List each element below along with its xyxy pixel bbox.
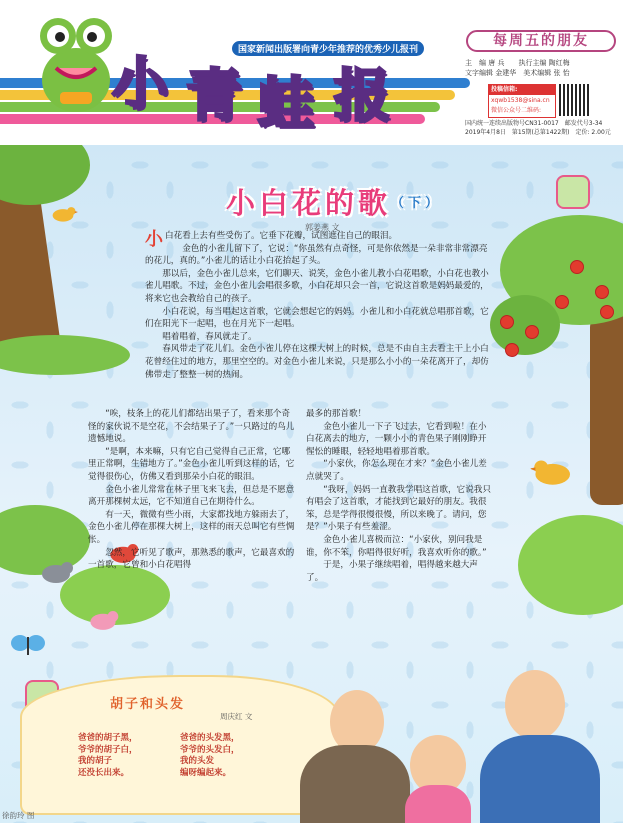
apple-icon <box>505 343 519 357</box>
pub-date: 2019年4月8日 <box>465 129 506 136</box>
contact-email: xqwb1538@sina.cn <box>491 97 550 104</box>
article-title-text: 小白花的歌 <box>226 186 392 220</box>
apple-icon <box>600 305 614 319</box>
paragraph: 金色小雀儿一下子飞过去，它看到啦！在小白花离去的地方，一颗小小的青色果子刚刚睁开惺忪的睡眼，轻轻地唱着那首歌。 <box>306 421 487 457</box>
paragraph: 于是，小果子继续唱着，唱得越来越大声了。 <box>306 560 478 583</box>
masthead-slogan: 国家新闻出版署向青少年推荐的优秀少儿报刊 <box>232 41 424 56</box>
paragraph: 金色小雀儿常常在林子里飞来飞去，但总是不愿意离开那棵树太远，它不知道自己在期待什么。 <box>88 484 295 508</box>
gray-bird-icon <box>36 557 76 587</box>
girl-body <box>405 785 471 823</box>
poem-title: 胡子和头发 <box>110 697 186 712</box>
paragraph: “唉，枝条上的花儿们都结出果子了，看来那个奇怪的家伙说不是空花，不会结果子了。”一只路过的鸟儿遗憾地说。 <box>88 409 295 445</box>
article-column-2 <box>88 408 296 572</box>
masthead-title-char: 报 <box>334 64 390 129</box>
paragraph: 金色小雀儿喜极而泣：“小家伙，别问我是谁，你不笨，你唱得很好听，我喜欢听你的歌。” <box>306 534 487 558</box>
frog-mascot-icon <box>30 10 122 120</box>
illustrator-credit: 徐韵玲 图 <box>2 811 35 820</box>
paragraph: 小白花说，每当唱起这首歌，它就会想起它的妈妈。小雀儿和小白花就总唱那首歌，它们在阳光下一起唱，也在月光下一起唱。 <box>145 306 489 330</box>
pink-bird-icon <box>85 607 121 633</box>
butterfly-icon <box>10 633 46 659</box>
publication-info <box>465 119 623 137</box>
credits <box>465 58 570 78</box>
contact-title: 投稿信箱: <box>489 85 555 95</box>
paragraph <box>145 229 493 250</box>
apple-icon <box>595 285 609 299</box>
apple-icon <box>500 315 514 329</box>
yellow-bird-icon <box>530 457 580 487</box>
pub-line: 国内统一连续出版物号CN31-0017 邮发代号3-34 <box>465 120 603 127</box>
paragraph: 那以后，金色小雀儿总来，它们聊天、说笑，金色小雀儿教小白花唱歌，小白花也教小雀儿唱歌。不过，金色小雀儿会唱很多歌，小白花却只会一首，它说这首歌是妈妈最爱的，将来它也会教给自己的孩子。 <box>145 268 489 304</box>
father-figure <box>505 670 565 740</box>
article-author: 郭姜燕 文 <box>305 223 340 232</box>
masthead <box>0 0 623 145</box>
pub-issue: 第15期(总第1422期) <box>511 129 570 136</box>
paragraph: 忽然，它听见了歌声，那熟悉的歌声，它最喜欢的一首歌，它曾和小白花唱得 <box>88 547 295 571</box>
article-title <box>226 181 442 222</box>
poem-stanza-right: 爸爸的头发黑， 爷爷的头发白， 我的头发 编呀编起来。 <box>180 733 240 778</box>
apple-icon <box>570 260 584 274</box>
grandpa-body <box>300 745 410 823</box>
paragraph: 有一天，微微有些小雨，大家都找地方躲雨去了，金色小雀儿停在那棵大树上，这样的雨天总叫它有些惆怅。 <box>88 509 295 545</box>
masthead-title-char: 青 <box>186 64 242 129</box>
credit-line: 主 编 唐 兵 执行主编 陶红梅 <box>465 59 570 67</box>
tree-trunk <box>590 315 623 505</box>
contact-box <box>488 84 556 118</box>
pub-price: 定价: 2.00元 <box>575 129 611 136</box>
qr-code-icon <box>559 84 591 116</box>
article-column-1 <box>145 230 493 381</box>
poem-author: 周庆红 文 <box>220 712 253 721</box>
paragraph: “小家伙，你怎么现在才来？”金色小雀儿差点就哭了。 <box>306 459 487 482</box>
drop-cap: 小 <box>145 229 163 250</box>
article-column-3 <box>306 408 491 584</box>
yellow-bird-icon <box>48 205 78 223</box>
credit-line: 文字编辑 金建华 美术编辑 张 怡 <box>465 69 570 77</box>
paragraph: 最多的那首歌！ <box>306 409 367 419</box>
paragraph: “我呀，妈妈一直教我学唱这首歌，它说我只有唱会了这首歌，才能找到它最好的朋友。我很笨，总是学得很慢很慢，所以来晚了。请问，您是？”小果子有些羞涩。 <box>306 484 491 533</box>
paragraph: “是啊，本来嘛，只有它自己觉得自己正常，它哪里正常啊，生错地方了。”金色小雀儿听到这样的话，它觉得很伤心，仿佛又看到那朵小白花的眼泪。 <box>88 446 295 482</box>
apple-icon <box>555 295 569 309</box>
masthead-title-char: 蛙 <box>258 72 314 137</box>
poem-stanza-left: 爸爸的胡子黑， 爷爷的胡子白， 我的胡子 还没长出来。 <box>78 733 138 778</box>
contact-wechat: 微信公众号二维码: <box>491 107 542 114</box>
article-part: （下） <box>391 196 443 211</box>
apple-icon <box>525 325 539 339</box>
paragraph: 春风带走了花儿们。金色小雀儿停在这棵大树上的时候，总是不由自主去看主干上小白花曾经住过的地方，那里空空的。对金色小雀儿来说，只是那么小小的一朵花离开了，却仿佛带走了整整一树的热闹。 <box>145 344 489 380</box>
paragraph-text: 白花看上去有些受伤了。它垂下花瓣，试图遮住自己的眼泪。 <box>165 231 398 241</box>
paragraph: 唱着唱着，春风就走了。 <box>162 331 257 342</box>
weekly-badge: 每周五的朋友 <box>466 30 616 52</box>
article-page <box>0 145 623 823</box>
masthead-title-char: 小 <box>112 52 168 117</box>
father-body <box>480 735 600 823</box>
paragraph: 金色的小雀儿留下了，它说：“你虽然有点奇怪，可是你依然是一朵非常非常漂亮的花儿，真的。”小雀儿的话让小白花抬起了头。 <box>145 243 488 267</box>
frog-badge-icon <box>556 175 590 209</box>
